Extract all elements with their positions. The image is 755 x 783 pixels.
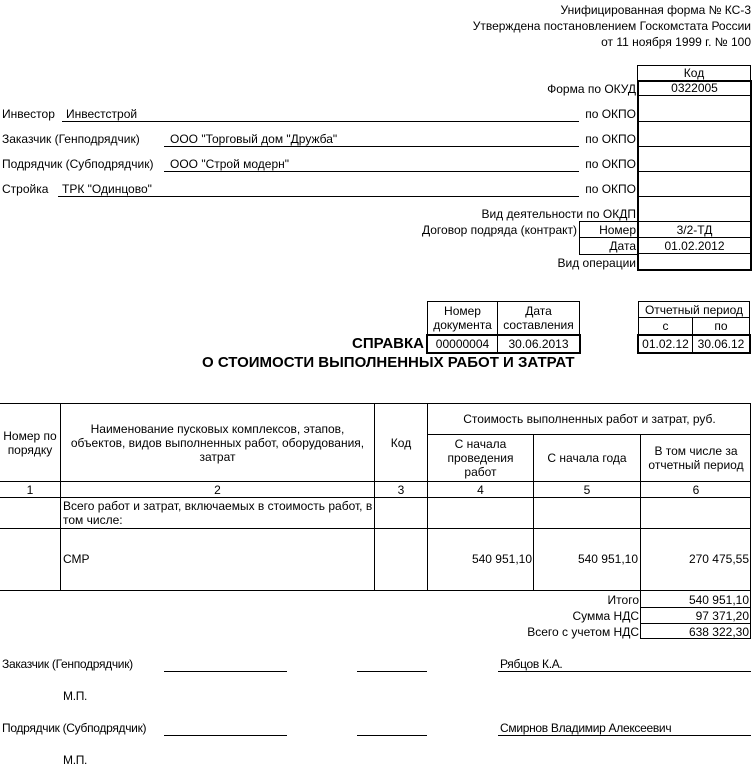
period-from-header: с xyxy=(662,319,669,333)
col-header-from-start: С начала проведения работ xyxy=(447,437,514,479)
signature-label-customer: Заказчик (Генподрядчик) xyxy=(2,657,133,671)
code-header-cell xyxy=(637,65,751,81)
col-number: 3 xyxy=(397,482,405,497)
signature-line xyxy=(498,735,751,736)
divider xyxy=(639,196,750,197)
col-header-num: Номер по порядку xyxy=(3,428,57,457)
total-value: 540 951,10 xyxy=(688,593,749,607)
operation-label: Вид операции xyxy=(557,256,636,270)
party-label-customer: Заказчик (Генподрядчик) xyxy=(2,132,140,146)
contract-date-label: Дата xyxy=(609,239,636,253)
period-from-value[interactable]: 01.02.12 xyxy=(642,337,689,351)
document-subtitle: О СТОИМОСТИ ВЫПОЛНЕННЫХ РАБОТ И ЗАТРАТ xyxy=(202,354,575,371)
party-value-contractor[interactable]: ООО "Строй модерн" xyxy=(170,157,290,171)
code-header: Код xyxy=(683,66,705,80)
underline xyxy=(62,121,579,122)
contract-number-value[interactable]: 3/2-ТД xyxy=(639,222,750,238)
contract-date-value[interactable]: 01.02.2012 xyxy=(639,238,750,254)
col-header-cost-group: Стоимость выполненных работ и затрат, руб. xyxy=(463,412,716,426)
divider xyxy=(579,237,638,238)
signature-line[interactable] xyxy=(357,671,427,672)
signature-line[interactable] xyxy=(357,735,427,736)
row-name[interactable]: СМР xyxy=(63,552,90,566)
col-header-period: В том числе за отчетный период xyxy=(648,444,744,472)
divider xyxy=(640,623,751,624)
approval-line: Утверждена постановлением Госкомстата России xyxy=(472,19,751,33)
underline xyxy=(164,171,579,172)
doc-number-header: Номер документа xyxy=(433,304,492,332)
col-number: 1 xyxy=(26,482,34,497)
col-header-name: Наименование пусковых комплексов, этапов, объектов, видов выполненных работ, оборудования, затрат xyxy=(70,421,365,464)
row-from-start[interactable]: 540 951,10 xyxy=(471,552,532,566)
party-value-investor[interactable]: Инвестстрой xyxy=(66,107,138,121)
party-label-investor: Инвестор xyxy=(2,107,55,121)
total-label: Итого xyxy=(607,593,639,607)
period-header: Отчетный период xyxy=(644,302,744,317)
okpo-label: по ОКПО xyxy=(585,157,636,171)
party-value-site[interactable]: ТРК "Одинцово" xyxy=(62,182,152,196)
doc-number-value[interactable]: 00000004 xyxy=(435,337,490,351)
divider xyxy=(639,121,750,122)
col-number: 6 xyxy=(692,482,700,497)
party-label-site: Стройка xyxy=(2,182,49,196)
period-to-header: по xyxy=(714,319,728,333)
signature-label-contractor: Подрядчик (Субподрядчик) xyxy=(2,721,147,735)
form-title: Унифицированная форма № КС-3 xyxy=(560,3,751,17)
approval-date: от 11 ноября 1999 г. № 100 xyxy=(601,35,751,49)
okpo-label: по ОКПО xyxy=(585,182,636,196)
okpo-label: по ОКПО xyxy=(585,107,636,121)
divider xyxy=(0,497,751,498)
signature-line[interactable] xyxy=(164,735,287,736)
okud-code[interactable]: 0322005 xyxy=(639,81,750,96)
party-value-customer[interactable]: ООО "Торговый дом "Дружба" xyxy=(170,132,338,146)
signature-name-contractor[interactable]: Смирнов Владимир Алексеевич xyxy=(500,721,672,735)
col-header-from-year: С начала года xyxy=(547,451,627,465)
underline xyxy=(58,196,579,197)
total-with-vat-value: 638 322,30 xyxy=(688,625,749,639)
stamp-label: М.П. xyxy=(63,753,88,767)
col-number: 4 xyxy=(477,482,484,497)
vat-value: 97 371,20 xyxy=(695,609,749,623)
period-to-value[interactable]: 30.06.12 xyxy=(697,337,745,351)
contract-label: Договор подряда (контракт) xyxy=(421,223,577,237)
total-with-vat-label: Всего с учетом НДС xyxy=(527,625,639,639)
row-period[interactable]: 270 475,55 xyxy=(688,552,749,566)
divider xyxy=(640,607,751,608)
signature-line[interactable] xyxy=(164,671,287,672)
doc-date-header: Дата составления xyxy=(503,304,574,332)
document-title: СПРАВКА xyxy=(352,335,424,352)
vat-label: Сумма НДС xyxy=(572,609,639,623)
okpo-label: по ОКПО xyxy=(585,132,636,146)
okdp-label: Вид деятельности по ОКДП xyxy=(481,207,636,221)
contract-number-label: Номер xyxy=(599,223,636,237)
col-number: 5 xyxy=(583,482,591,497)
row-name[interactable]: Всего работ и затрат, включаемых в стоимость работ, в том числе: xyxy=(63,499,373,527)
divider xyxy=(0,528,751,529)
signature-name-customer[interactable]: Рябцов К.А. xyxy=(500,657,563,671)
divider xyxy=(639,171,750,172)
stamp-label: М.П. xyxy=(63,689,88,703)
row-from-year[interactable]: 540 951,10 xyxy=(577,552,638,566)
signature-line xyxy=(498,671,751,672)
doc-date-value[interactable]: 30.06.2013 xyxy=(508,337,569,351)
col-header-code: Код xyxy=(390,435,412,450)
underline xyxy=(164,146,579,147)
divider xyxy=(639,146,750,147)
party-label-contractor: Подрядчик (Субподрядчик) xyxy=(2,157,154,171)
col-number: 2 xyxy=(214,482,221,497)
okud-label: Форма по ОКУД xyxy=(547,82,636,96)
